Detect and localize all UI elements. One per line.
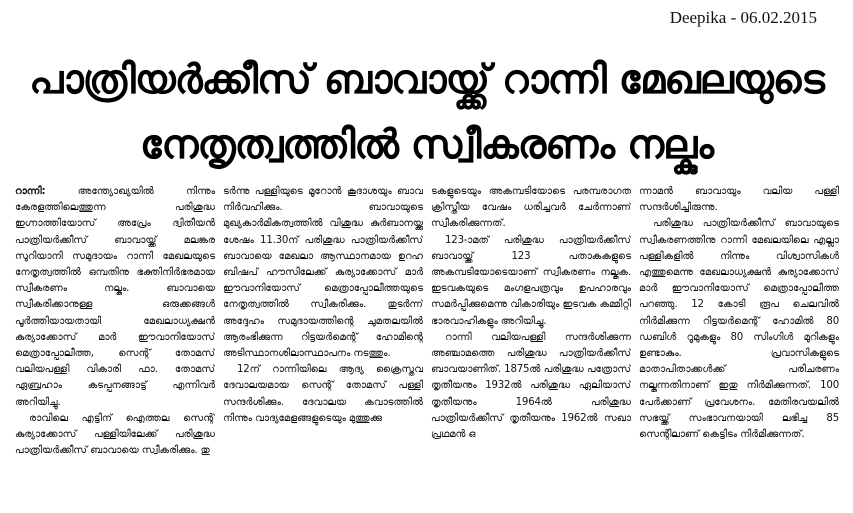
- article-paragraph: 123-ാമത് പരിശുദ്ധ പാത്രിയർക്കീസ് ബാവായ്ക്ക് 123 പതാകകളുടെ അകമ്പടിയോടെയാണ് സ്വീകരണം നല്കുക. ഇടവകയുടെ മംഗളപത്രവും ഉപഹാരവും സമർപ്പിക്കുമെന്നു വികാരിയും ഇടവക കമ്മിറ്റി ഭാരവാഹികളും അറിയിച്ചു.: [431, 234, 631, 327]
- paragraph-text: അന്ത്യോഖ്യയിൽ നിന്നും കേരളത്തിലെത്തുന്ന പരിശുദ്ധ ഇഗ്നാത്തിയോസ് അപ്രേം ദ്വിതീയൻ പാത്രിയർക്കീസ് ബാവായ്ക്ക് മലങ്കര സുറിയാനി സമുദായം റാന്നി മേഖലയുടെ നേതൃത്വത്തിൽ ഒമ്പതിനു ഭക്തിനിർഭരമായ സ്വീകരണം നല്കും. ബാവായെ സ്വീകരിക്കാനുള്ള ഒരുക്കങ്ങൾ പൂർത്തിയായതായി മേഖലാധ്യക്ഷൻ കുര്യാക്കോസ് മാർ ഈവാനിയോസ് മെത്രാപ്പോലീത്ത, സെന്റ് തോമസ് വലിയപള്ളി വികാരി ഫാ. തോമസ് ഏബ്രഹാം കടപ്പനങ്ങാട്ട് എന്നിവർ അറിയിച്ചു.: [15, 186, 215, 408]
- article-column-2: [223, 184, 423, 509]
- article-column-4: [639, 184, 839, 509]
- article-body: [15, 184, 841, 509]
- article-paragraph: ടകളുടെയും അകമ്പടിയോടെ പരമ്പരാഗത ക്രിസ്തീയ വേഷം ധരിച്ചവർ ചേർന്നാണ് സ്വീകരിക്കുന്നത്.: [431, 186, 631, 230]
- dateline: റാന്നി:: [15, 186, 46, 197]
- headline-line-2: നേതൃത്വത്തിൽ സ്വീകരണം നല്കും: [139, 122, 714, 168]
- article-paragraph: ന്നാമൻ ബാവായും വലിയ പള്ളി സന്ദർശിച്ചിരുന്നു.: [639, 186, 839, 214]
- article-paragraph: ടർന്നു പള്ളിയുടെ മൂറോൻ കൂദാശയും ബാവ നിർവഹിക്കും. ബാവായുടെ മുഖ്യകാർമികത്വത്തിൽ വിശുദ്ധ കുർബാനയ്ക്കു ശേഷം 11.30ന് പരിശുദ്ധ പാത്രിയർക്കീസ് ബാവായെ മേഖലാ ആസ്ഥാനമായ ഉറഹ ബിഷപ് ഹൗസിലേക്ക് കുര്യാക്കോസ് മാർ ഈവാനിയോസ് മെത്രാപ്പോലീത്തയുടെ നേതൃത്വത്തിൽ സ്വീകരിക്കും. തുടർന്ന് അദ്ദേഹം സമുദായത്തിന്റെ ചുമതലയിൽ ആരംഭിക്കുന്ന റിട്ടയർമെന്റ് ഹോമിന്റെ അടിസ്ഥാനശിലാസ്ഥാപനം നടത്തും.: [223, 186, 423, 360]
- article-paragraph: റാന്നി വലിയപള്ളി സന്ദർശിക്കുന്ന അഞ്ചാമത്തെ പരിശുദ്ധ പാത്രിയർക്കീസ് ബാവയാണിത്. 1875ൽ പരിശുദ്ധ പത്രോസ് തൃതീയനും 1932ൽ പരിശുദ്ധ ഏലിയാസ് തൃതീയനും 1964ൽ പരിശുദ്ധ പാത്രിയർക്കീസ് തൃതീയനും 1962ൽ സഖാ പ്രഥമൻ ഒ: [431, 331, 631, 441]
- article-paragraph: രാവിലെ എട്ടിന് ഐത്തല സെന്റ് കുര്യാക്കോസ് പള്ളിയിലേക്ക് പരിശുദ്ധ പാത്രിയർക്കീസ് ബാവായെ സ്വീകരിക്കും. തു: [15, 412, 215, 457]
- article-column-1: [15, 184, 215, 509]
- article-column-3: [431, 184, 631, 509]
- article-paragraph: [15, 184, 215, 411]
- article-paragraph: 12ന് റാന്നിയിലെ ആദ്യ ക്രൈസ്തവ ദേവാലയമായ സെന്റ് തോമസ് പള്ളി സന്ദർശിക്കും. ദേവാലയ കവാടത്തിൽ നിന്നും വാദ്യമേളങ്ങളുടെയും മുത്തുക്കു: [223, 364, 423, 424]
- headline-line-1: പാത്രിയർക്കീസ് ബാവായ്ക്ക് റാന്നി മേഖലയുടെ: [29, 57, 824, 103]
- article-paragraph: പരിശുദ്ധ പാത്രിയർക്കീസ് ബാവായുടെ സ്വീകരണത്തിനു റാന്നി മേഖലയിലെ എല്ലാ പള്ളികളിൽ നിന്നും വിശ്വാസികൾ എത്തുമെന്നു മേഖലാധ്യക്ഷൻ കുര്യാക്കോസ് മാർ ഈവാനിയോസ് മെത്രാപ്പോലീത്ത പറഞ്ഞു. 12 കോടി രൂപ ചെലവിൽ നിർമിക്കുന്ന റിട്ടയർമെന്റ് ഹോമിൽ 80 ഡബിൾ റൂമുകളും 80 സിംഗിൾ മുറികളും ഉണ്ടാകും. പ്രവാസികളുടെ മാതാപിതാക്കൾക്ക് പരിചരണം നല്കുന്നതിനാണ് ഇതു നിർമിക്കുന്നത്. 100 പേർക്കാണ് പ്രവേശനം. മേതിരവയലിൽ സഭയ്ക്ക് സംഭാവനയായി ലഭിച്ച 85 സെന്റിലാണ് കെട്ടിടം നിർമിക്കുന്നത്.: [639, 218, 839, 441]
- source-date-label: Deepika - 06.02.2015: [669, 8, 817, 27]
